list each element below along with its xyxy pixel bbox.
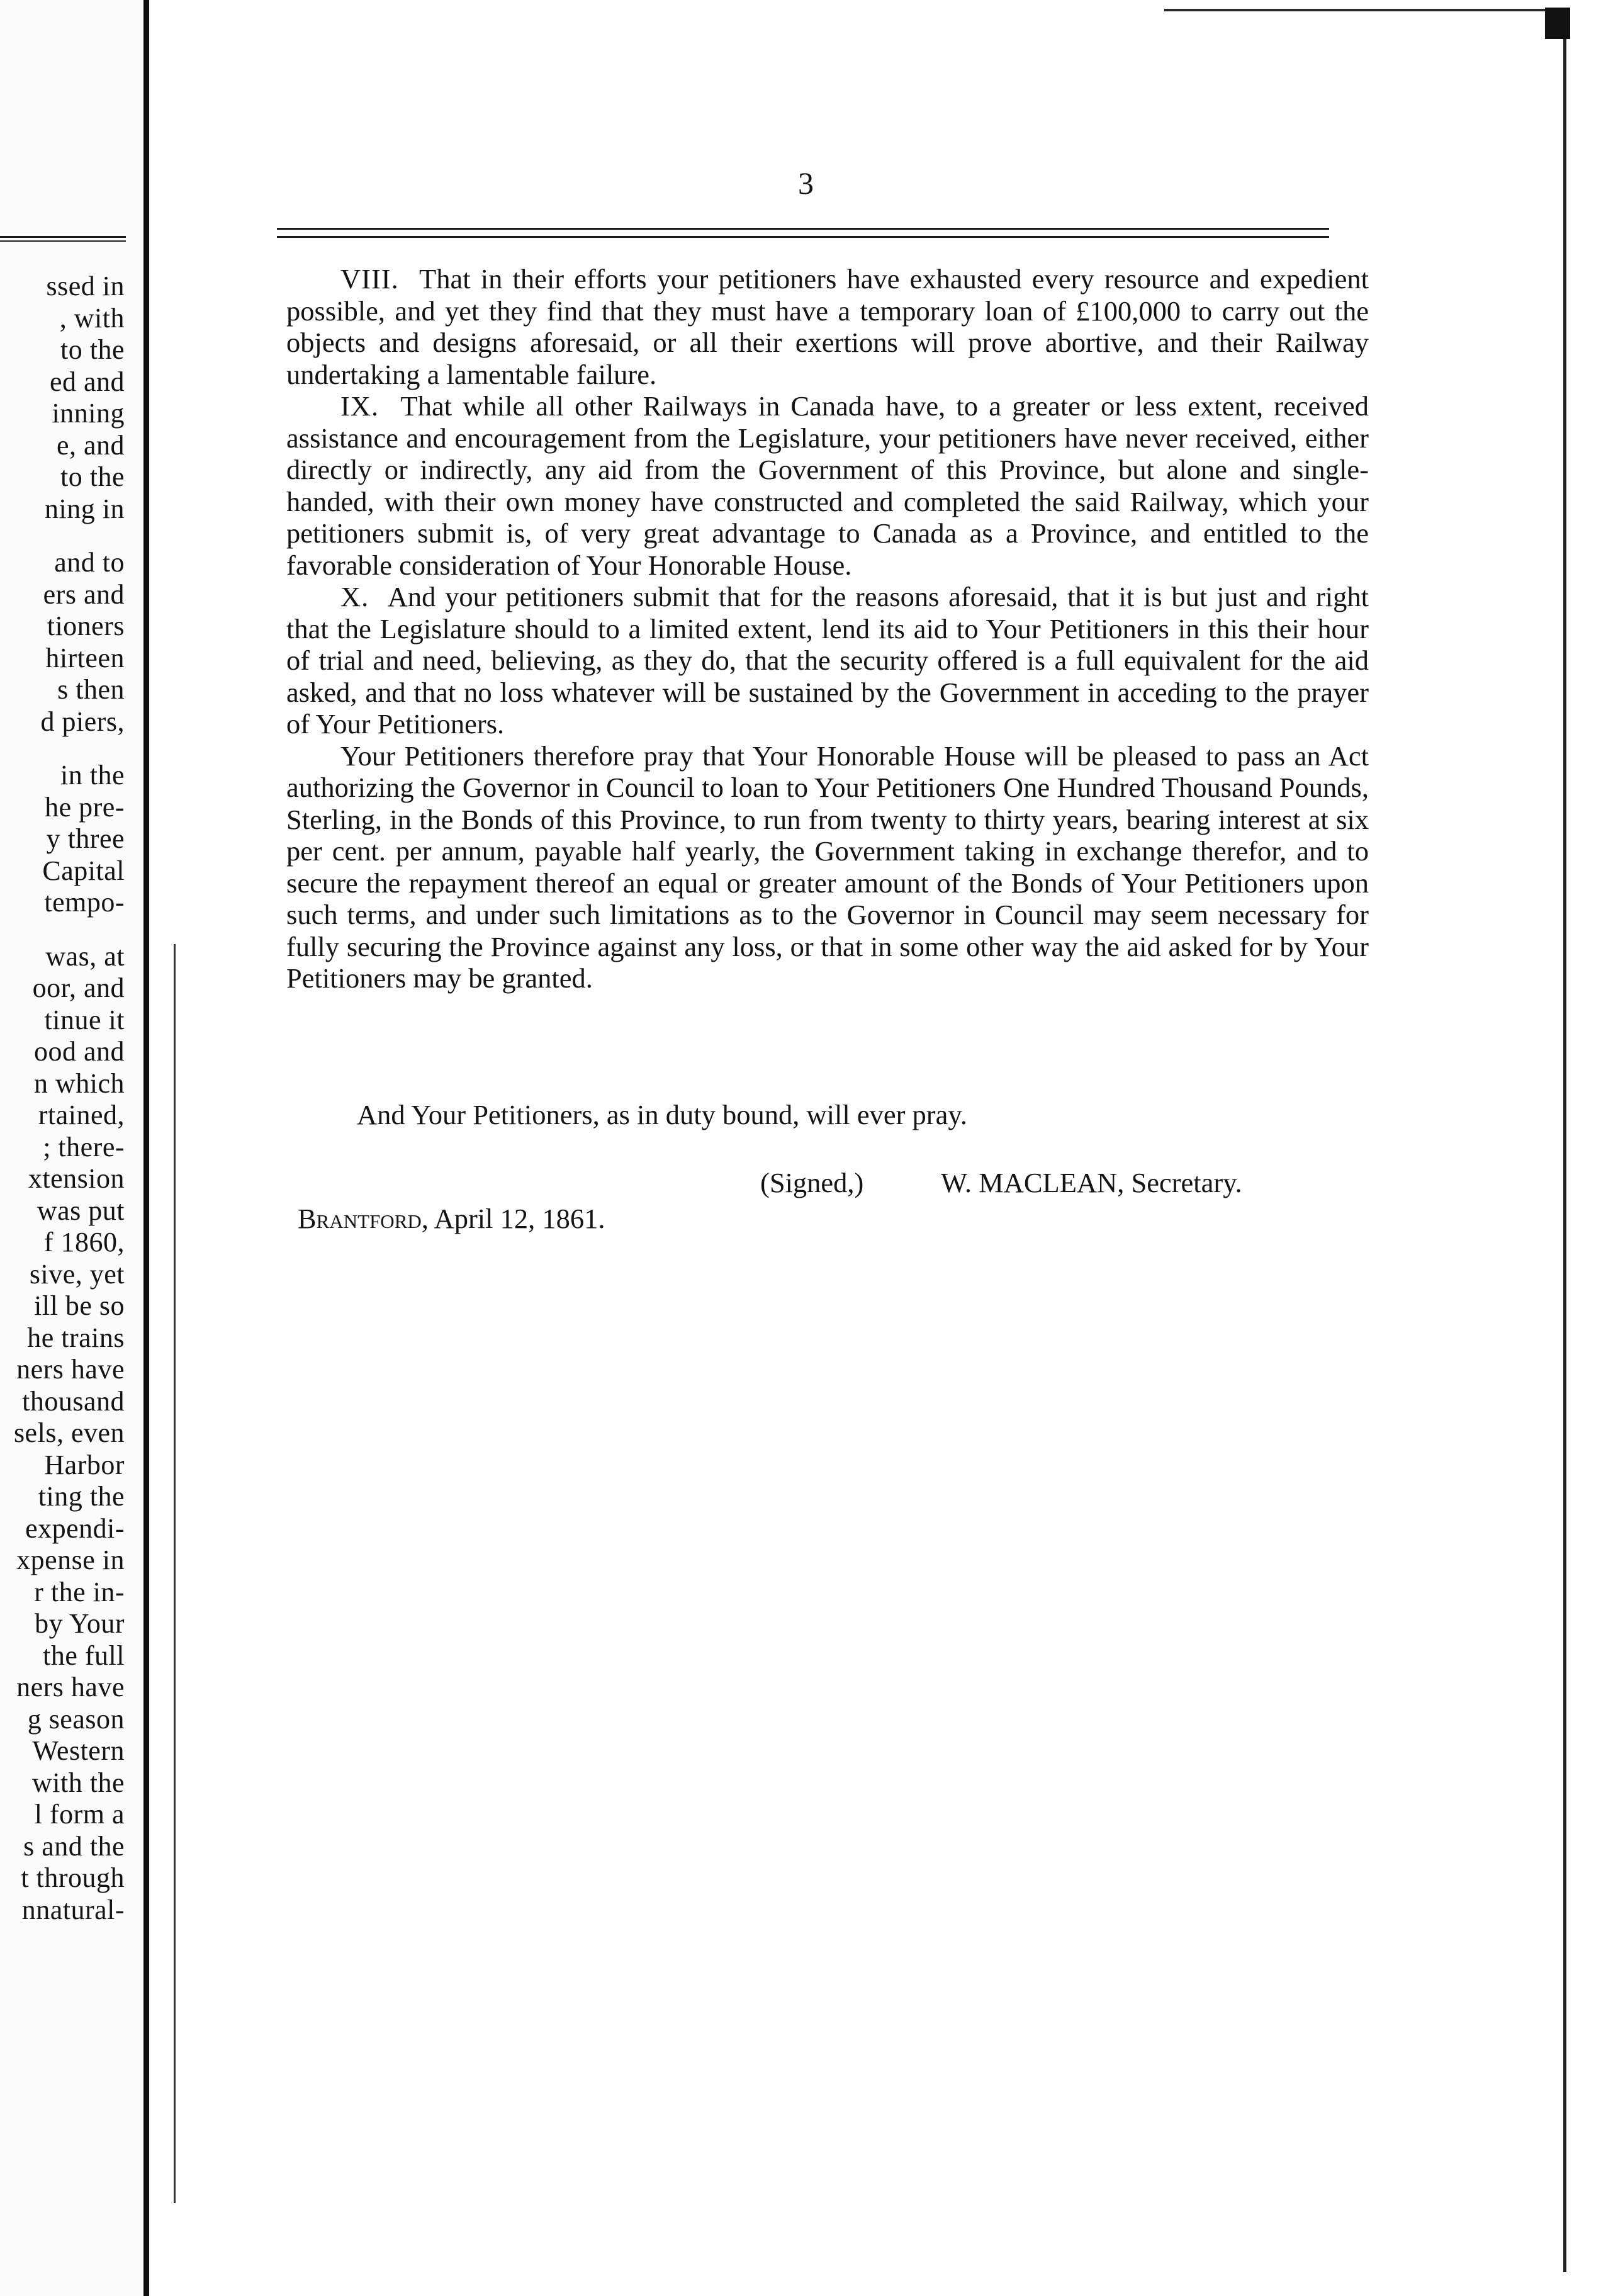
paragraph-prayer [286, 740, 1369, 994]
page-corner-mark [1545, 8, 1570, 39]
fragment-line: ning in [45, 493, 125, 524]
fragment-line: y three [46, 823, 125, 854]
fragment-line: was, at [45, 940, 125, 972]
fragment-line: , with [59, 302, 125, 334]
fragment-line: sels, even [13, 1417, 125, 1448]
fragment-line: ill be so [34, 1290, 125, 1321]
fragment-line: ood and [33, 1036, 125, 1067]
fragment-line: xpense in [16, 1545, 125, 1575]
date-text: April 12, 1861. [434, 1203, 605, 1234]
fragment-line: tempo- [44, 887, 125, 918]
fragment-line: and to [54, 547, 125, 578]
fragment-text-column [0, 271, 125, 1926]
fragment-line: r the in- [34, 1576, 125, 1607]
paragraph-number: IX. [340, 390, 379, 422]
fragment-line: d piers, [40, 706, 125, 737]
fragment-line: ners have [16, 1672, 125, 1702]
fragment-line: tioners [47, 611, 125, 641]
fragment-line: xtension [28, 1163, 125, 1194]
signed-label: (Signed,) [760, 1167, 864, 1198]
binding-shadow-line [174, 944, 176, 2203]
paragraph-text: That while all other Railways in Canada have, to a greater or less extent, received assistance and encouragement from the Legislature, your petitioners have never received, either directly or indirectly, any aid from the Government of this Province, but alone and single-handed, with their own money have constructed and completed the said Railway, which your petitioners submit is, of very great advantage to Canada as a Province, and entitled to the favorable consideration of Your Honorable House. [286, 390, 1369, 581]
fragment-line: tinue it [44, 1004, 125, 1035]
paragraph-text: Your Petitioners therefore pray that Your Honorable House will be pleased to pass an Act authorizing the Governor in Council to loan to Your Petitioners One Hundred Thousand Pounds, Sterling, in the Bonds of this Province, to run from twenty to thirty years, bearing interest at six per cent. per annum, payable half yearly, the Government taking in exchange therefor, and to secure the repayment thereof an equal or greater amount of the Bonds of Your Petitioners upon such terms, and under such limitations as to the Governor in Council may seem necessary for fully securing the Province against any loss, or that in some other way the aid asked for by Your Petitioners may be granted. [286, 740, 1369, 994]
fragment-line: he pre- [45, 791, 125, 823]
fragment-line: thousand [22, 1385, 125, 1417]
fragment-line: Capital [42, 855, 125, 886]
fragment-line: ed and [49, 366, 125, 397]
fragment-line: oor, and [32, 972, 125, 1003]
fragment-line: e, and [56, 429, 125, 461]
fragment-line: expendi- [25, 1512, 125, 1544]
fragment-line: nnatural- [21, 1894, 125, 1925]
fragment-line: hirteen [45, 642, 125, 673]
fragment-line: he trains [27, 1322, 125, 1353]
paragraph-x [286, 581, 1369, 740]
fragment-line: l form a [34, 1799, 125, 1830]
fragment-line: ssed in [46, 271, 125, 301]
fragment-line: by Your [35, 1608, 125, 1639]
fragment-line: ting the [38, 1481, 125, 1512]
fragment-line: in the [60, 760, 125, 791]
fragment-line: was put [37, 1195, 125, 1226]
header-double-rule [277, 228, 1329, 238]
signature-line: W. MACLEAN, Secretary. [941, 1167, 1242, 1198]
previous-page-fragment [0, 0, 143, 2296]
fragment-line: to the [60, 461, 125, 492]
paragraph-number: X. [340, 581, 369, 612]
fragment-line: ; there- [43, 1131, 125, 1162]
paragraph-text: And your petitioners submit that for the reasons aforesaid, that it is but just and right that the Legislature should to a limited extent, lend its aid to Your Petitioners in this their hour of trial and need, believing, as they do, that the security offered is a full equivalent for the aid asked, and that no loss whatever will be sustained by the Government in acceding to the prayer of Your Petitioners. [286, 581, 1369, 740]
closing-line: And Your Petitioners, as in duty bound, will ever pray. [357, 1099, 967, 1130]
place-date-line [298, 1202, 605, 1235]
fragment-line: ners have [16, 1354, 125, 1385]
paragraph-text: That in their efforts your petitioners have exhausted every resource and expedient possible, and yet they find that they must have a temporary loan of £100,000 to carry out the objects and designs aforesaid, or all their exertions will prove abortive, and their Railway undertaking a lamentable failure. [286, 263, 1369, 390]
fragment-line: t through [21, 1862, 125, 1893]
fragment-line: s then [57, 674, 125, 705]
fragment-line: with the [32, 1767, 125, 1798]
binding-edge [143, 0, 149, 2296]
fragment-line: the full [43, 1640, 125, 1671]
fragment-line: g season [27, 1703, 125, 1735]
page-top-edge [1164, 0, 1554, 11]
page-number: 3 [798, 166, 814, 201]
place-name: Brantford, [298, 1203, 429, 1234]
petition-body [286, 263, 1369, 994]
fragment-line: s and the [23, 1830, 125, 1862]
fragment-line: rtained, [38, 1100, 125, 1130]
fragment-line: inning [52, 398, 125, 429]
paragraph-ix [286, 390, 1369, 581]
fragment-line: Harbor [44, 1449, 125, 1480]
page-right-edge [1554, 13, 1566, 2272]
paragraph-number: VIII. [340, 263, 399, 295]
fragment-line: sive, yet [29, 1258, 125, 1290]
fragment-line: Western [32, 1735, 125, 1766]
fragment-line: f 1860, [43, 1227, 125, 1258]
fragment-line: to the [60, 334, 125, 365]
fragment-line: ers and [43, 578, 125, 610]
paragraph-viii [286, 263, 1369, 390]
fragment-header-rule [0, 236, 126, 242]
fragment-line: n which [33, 1067, 125, 1099]
